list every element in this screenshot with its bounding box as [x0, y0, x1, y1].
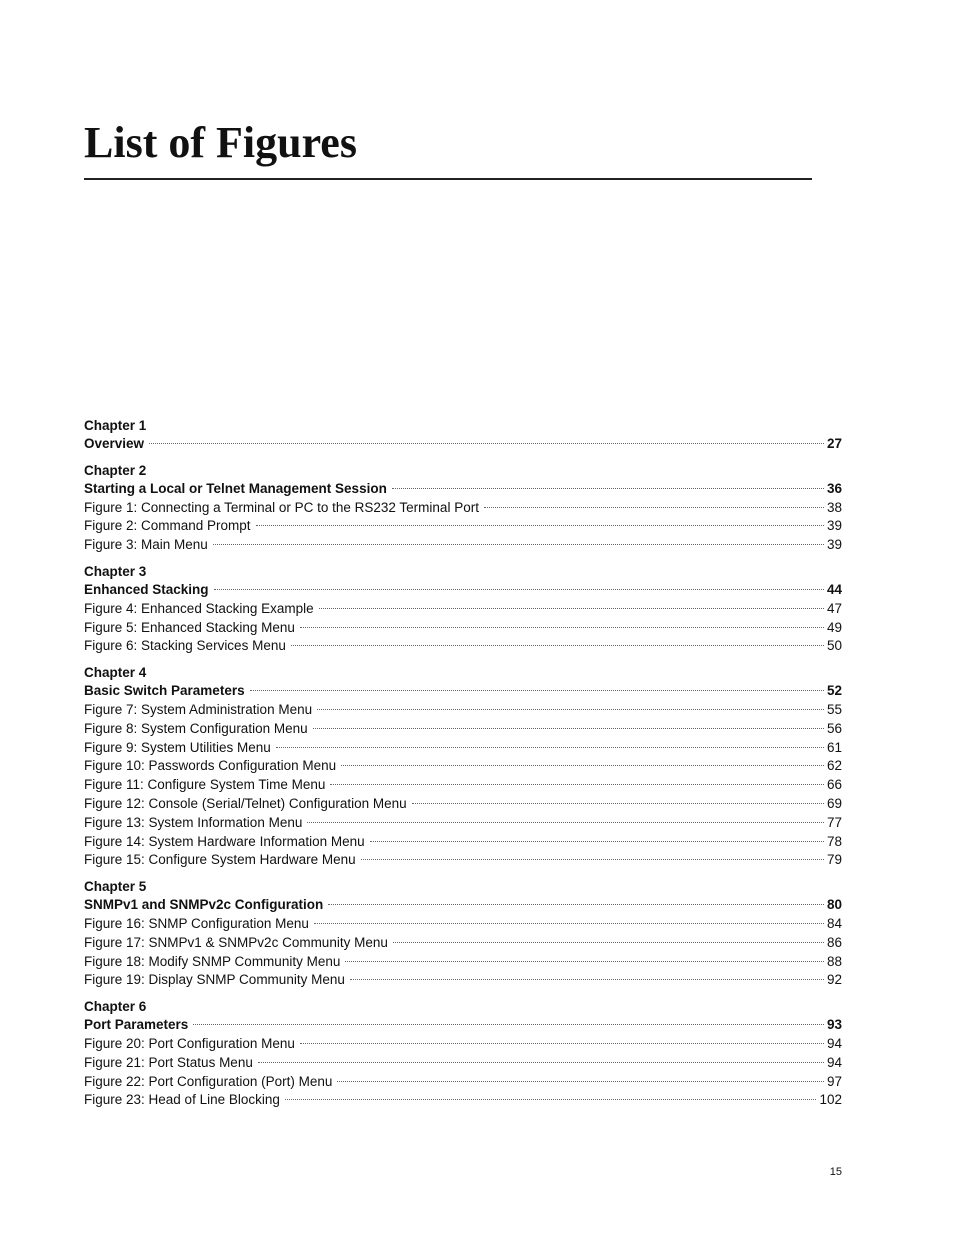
page-ref: 69: [826, 795, 842, 811]
page-ref: 94: [826, 1054, 842, 1070]
chapter-block: [84, 663, 842, 870]
page-ref: 94: [826, 1035, 842, 1051]
dot-leader: [341, 765, 824, 766]
page-ref: 27: [826, 436, 842, 451]
figure-entry[interactable]: [84, 851, 842, 870]
figure-title: Figure 21: Port Status Menu: [84, 1054, 253, 1070]
dot-leader: [319, 608, 824, 609]
dot-leader: [314, 923, 824, 924]
figure-title: Figure 7: System Administration Menu: [84, 701, 313, 717]
page-ref: 39: [826, 537, 842, 553]
figure-entry[interactable]: [84, 517, 842, 536]
page-ref: 66: [826, 777, 842, 793]
section-entry[interactable]: [84, 682, 842, 701]
figure-title: Figure 20: Port Configuration Menu: [84, 1035, 295, 1051]
figure-title: Figure 9: System Utilities Menu: [84, 739, 271, 755]
section-title: Overview: [84, 436, 145, 451]
dot-leader: [412, 803, 824, 804]
chapter-label: Chapter 6: [84, 999, 147, 1015]
page-ref: 61: [826, 739, 842, 755]
page-ref: 47: [826, 600, 842, 616]
dot-leader: [307, 822, 824, 823]
figure-title: Figure 11: Configure System Time Menu: [84, 777, 326, 793]
figure-title: Figure 23: Head of Line Blocking: [84, 1092, 280, 1108]
section-title: Enhanced Stacking: [84, 581, 209, 597]
figure-entry[interactable]: [84, 1091, 842, 1110]
chapter-block: [84, 877, 842, 990]
table-of-figures: [84, 416, 842, 1117]
dot-leader: [285, 1099, 817, 1100]
section-entry[interactable]: [84, 581, 842, 600]
chapter-block: [84, 997, 842, 1110]
page-ref: 52: [826, 683, 842, 699]
figure-entry[interactable]: [84, 814, 842, 833]
dot-leader: [328, 904, 824, 905]
dot-leader: [256, 525, 824, 526]
figure-entry[interactable]: [84, 833, 842, 852]
figure-entry[interactable]: [84, 600, 842, 619]
page-ref: 44: [826, 581, 842, 597]
page-ref: 55: [826, 701, 842, 717]
chapter-block: [84, 461, 842, 555]
figure-entry[interactable]: [84, 637, 842, 656]
figure-title: Figure 4: Enhanced Stacking Example: [84, 600, 314, 616]
page-ref: 38: [826, 499, 842, 515]
dot-leader: [276, 747, 824, 748]
figure-entry[interactable]: [84, 971, 842, 990]
figure-title: Figure 17: SNMPv1 & SNMPv2c Community Menu: [84, 934, 388, 950]
figure-entry[interactable]: [84, 795, 842, 814]
page-ref: 50: [826, 638, 842, 654]
page-ref: 62: [826, 758, 842, 774]
dot-leader: [313, 728, 824, 729]
figure-title: Figure 3: Main Menu: [84, 537, 208, 553]
chapter-label: Chapter 2: [84, 462, 147, 478]
page-ref: 79: [826, 852, 842, 868]
page-number: 15: [829, 1166, 842, 1178]
figure-entry[interactable]: [84, 757, 842, 776]
section-title: Starting a Local or Telnet Management Session: [84, 480, 387, 496]
figure-title: Figure 22: Port Configuration (Port) Menu: [84, 1073, 333, 1089]
dot-leader: [337, 1081, 824, 1082]
dot-leader: [361, 859, 824, 860]
figure-entry[interactable]: [84, 701, 842, 720]
figure-entry[interactable]: [84, 776, 842, 795]
page-ref: 92: [826, 972, 842, 988]
figure-title: Figure 16: SNMP Configuration Menu: [84, 915, 309, 931]
dot-leader: [393, 942, 824, 943]
section-title: SNMPv1 and SNMPv2c Configuration: [84, 897, 324, 913]
chapter-block: [84, 562, 842, 656]
section-entry[interactable]: [84, 480, 842, 499]
chapter-block: [84, 416, 842, 454]
chapter-label: Chapter 3: [84, 563, 147, 579]
page-ref: 78: [826, 833, 842, 849]
page-ref: 80: [826, 897, 842, 913]
dot-leader: [317, 709, 824, 710]
dot-leader: [484, 507, 824, 508]
page-ref: 88: [826, 953, 842, 969]
figure-entry[interactable]: [84, 536, 842, 555]
dot-leader: [350, 979, 824, 980]
title-rule: [84, 178, 812, 180]
figure-title: Figure 8: System Configuration Menu: [84, 720, 308, 736]
figure-entry[interactable]: [84, 934, 842, 953]
page-ref: 36: [826, 480, 842, 496]
figure-entry[interactable]: [84, 619, 842, 638]
figure-entry[interactable]: [84, 1073, 842, 1092]
section-title: Basic Switch Parameters: [84, 683, 245, 699]
dot-leader: [330, 784, 824, 785]
dot-leader: [300, 627, 824, 628]
chapter-label: Chapter 1: [84, 418, 147, 433]
figure-entry[interactable]: [84, 720, 842, 739]
dot-leader: [193, 1024, 824, 1025]
page-ref: 39: [826, 518, 842, 534]
figure-title: Figure 12: Console (Serial/Telnet) Configuration Menu: [84, 795, 407, 811]
dot-leader: [370, 841, 824, 842]
page-ref: 56: [826, 720, 842, 736]
figure-entry[interactable]: [84, 1054, 842, 1073]
figure-title: Figure 1: Connecting a Terminal or PC to the RS232 Terminal Port: [84, 499, 479, 515]
figure-title: Figure 14: System Hardware Information Menu: [84, 833, 365, 849]
figure-title: Figure 18: Modify SNMP Community Menu: [84, 953, 341, 969]
dot-leader: [300, 1043, 824, 1044]
figure-title: Figure 10: Passwords Configuration Menu: [84, 758, 337, 774]
section-entry[interactable]: [84, 896, 842, 915]
page-ref: 97: [826, 1073, 842, 1089]
section-title: Port Parameters: [84, 1017, 189, 1033]
dot-leader: [345, 961, 824, 962]
figure-title: Figure 15: Configure System Hardware Menu: [84, 852, 356, 868]
figure-entry[interactable]: [84, 1035, 842, 1054]
dot-leader: [250, 690, 824, 691]
figure-entry[interactable]: [84, 915, 842, 934]
page-ref: 84: [826, 915, 842, 931]
page-ref: 77: [826, 814, 842, 830]
chapter-label: Chapter 4: [84, 665, 147, 681]
page-ref: 93: [826, 1017, 842, 1033]
dot-leader: [392, 488, 824, 489]
figure-title: Figure 13: System Information Menu: [84, 814, 303, 830]
figure-title: Figure 19: Display SNMP Community Menu: [84, 972, 345, 988]
figure-entry[interactable]: [84, 499, 842, 518]
dot-leader: [291, 645, 824, 646]
figure-title: Figure 5: Enhanced Stacking Menu: [84, 619, 295, 635]
page-ref: 49: [826, 619, 842, 635]
dot-leader: [149, 443, 824, 444]
dot-leader: [258, 1062, 824, 1063]
page-ref: 102: [819, 1092, 842, 1108]
figure-title: Figure 6: Stacking Services Menu: [84, 638, 286, 654]
chapter-label: Chapter 5: [84, 879, 147, 895]
page-title: List of Figures: [84, 118, 357, 167]
section-entry[interactable]: [84, 1016, 842, 1035]
page-ref: 86: [826, 934, 842, 950]
figure-entry[interactable]: [84, 953, 842, 972]
dot-leader: [214, 589, 824, 590]
figure-entry[interactable]: [84, 739, 842, 758]
section-entry[interactable]: [84, 435, 842, 454]
figure-title: Figure 2: Command Prompt: [84, 518, 251, 534]
dot-leader: [213, 544, 824, 545]
